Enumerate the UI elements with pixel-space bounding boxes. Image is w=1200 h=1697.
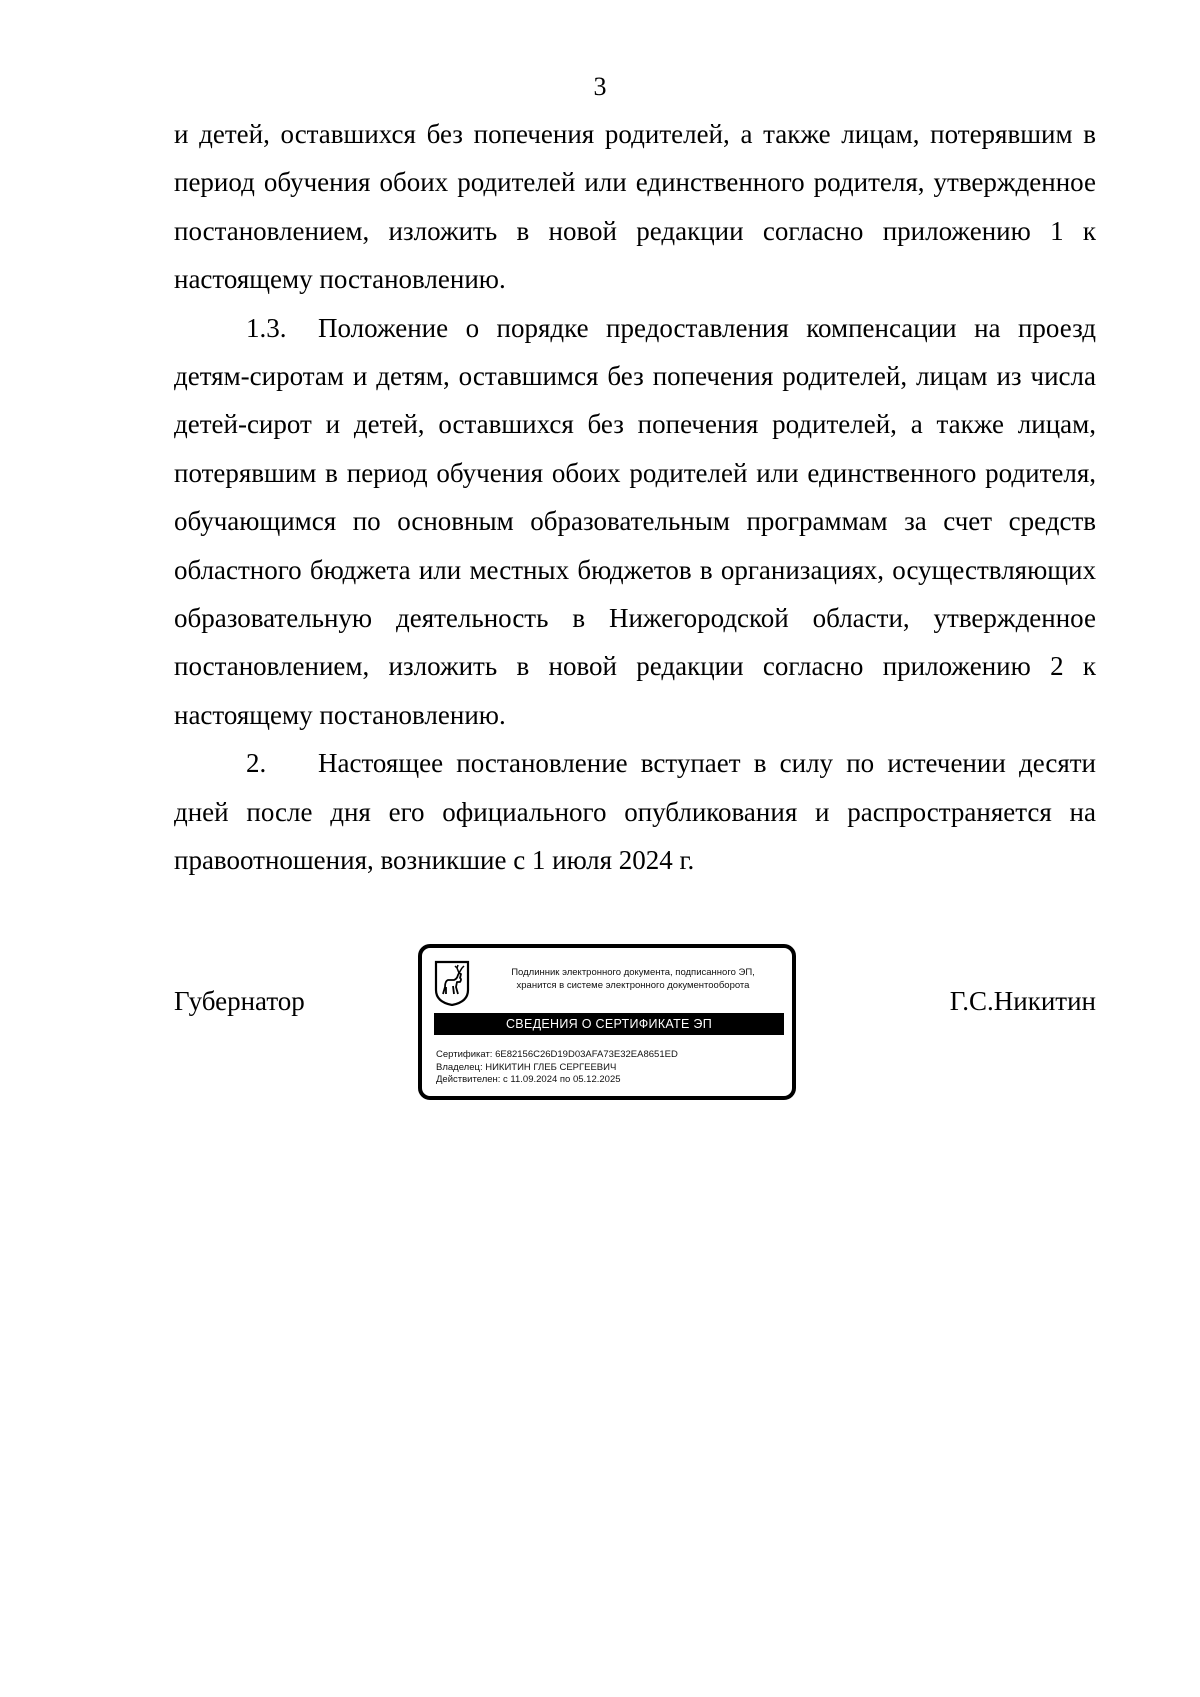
item-text: Настоящее постановление вступает в силу по истечении десяти дней после дня его официального опубликования и распространяется на правоотношения, возникшие с 1 июля 2024 г. <box>174 748 1096 876</box>
certificate-number: Сертификат: 6E82156C26D19D03AFA73E32EA8651ED <box>436 1049 678 1060</box>
electronic-signature-stamp <box>418 944 796 1100</box>
item-number: 2. <box>246 748 267 779</box>
document-body <box>174 110 1096 885</box>
certificate-validity: Действителен: с 11.09.2024 по 05.12.2025 <box>436 1074 621 1085</box>
item-number: 1.3. <box>246 312 287 343</box>
signatory-name: Г.С.Никитин <box>949 986 1096 1016</box>
item-text: Положение о порядке предоставления компенсации на проезд детям-сиротам и детям, оставшимся без попечения родителей, лицам из числа детей-сирот и детей, оставшихся без попечения родителей, а также лицам, потерявшим в период обучения обоих родителей или единственного родителя, обучающимся по основным образовательным программам за счет средств областного бюджета или местных бюджетов в организациях, осуществляющих образовательную деятельность в Нижегородской области, утвержденное постановлением, изложить в новой редакции согласно приложению 2 к настоящему постановлению. <box>174 312 1096 730</box>
stamp-note-line: хранится в системе электронного документооборота <box>516 980 750 991</box>
signatory-position: Губернатор <box>174 986 305 1016</box>
paragraph-item-1-3 <box>174 304 1096 740</box>
paragraph-continuation: и детей, оставшихся без попечения родителей, а также лицам, потерявшим в период обучения обоих родителей или единственного родителя, утвержденное постановлением, изложить в новой редакции согласно приложению 1 к настоящему постановлению. <box>174 119 1096 295</box>
stamp-note <box>478 966 788 992</box>
stamp-title-band: СВЕДЕНИЯ О СЕРТИФИКАТЕ ЭП <box>434 1013 784 1035</box>
paragraph-item-2 <box>174 739 1096 884</box>
deer-emblem-icon <box>434 960 470 1006</box>
page-number: 3 <box>593 72 607 101</box>
stamp-details <box>436 1049 786 1087</box>
certificate-owner: Владелец: НИКИТИН ГЛЕБ СЕРГЕЕВИЧ <box>436 1061 617 1073</box>
stamp-note-line: Подлинник электронного документа, подписанного ЭП, <box>511 967 755 978</box>
